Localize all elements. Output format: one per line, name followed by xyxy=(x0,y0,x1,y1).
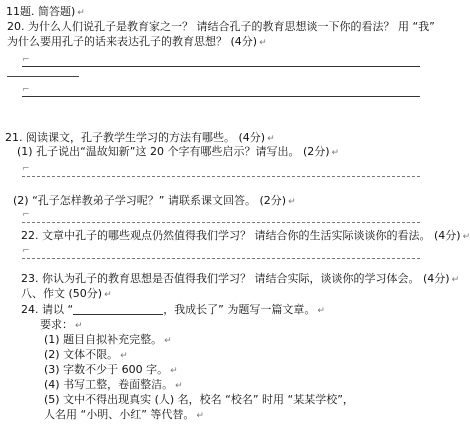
paragraph-mark-icon: ↵ xyxy=(331,148,340,158)
q22-line-1: 22. 文章中孔子的哪些观点仍然值得我们学习？ 请结合你的生活实际谈谈你的看法。 (4分) ↵ xyxy=(21,229,470,242)
requirement-item: (4) 书写工整，卷面整洁。 ↵ xyxy=(44,378,183,391)
q23-line-1: 23. 你认为孔子的教育思想是否值得我们学习？ 请结合实际，谈谈你的学习体会。 (4分) ↵ xyxy=(21,272,460,285)
q21-line-1: 21. 阅读课文，孔子教学生学习的方法有哪些。 (4分) ↵ xyxy=(5,131,275,144)
paragraph-mark-icon: ↵ xyxy=(104,290,112,300)
paragraph-mark-icon: ↵ xyxy=(164,336,172,346)
paragraph-mark-icon: ↵ xyxy=(451,275,460,285)
composition-heading: 八、作文 (50分) ↵ xyxy=(21,287,112,300)
requirement-item: (2) 文体不限。 ↵ xyxy=(44,348,128,361)
q20-line-2: 为什么要用孔子的话来表达孔子的教育思想？ (4分) ↵ xyxy=(7,35,267,48)
header-text: 11题. 简答题) xyxy=(6,5,76,18)
fill-blank xyxy=(73,304,163,315)
paragraph-mark-icon: ↵ xyxy=(196,411,204,421)
q20-line-1: 20. 为什么人们说孔子是教育家之一？ 请结合孔子的教育思想谈一下你的看法？ 用 “我” xyxy=(7,20,435,33)
answer-line xyxy=(22,176,420,177)
composition-prompt: 24. 请以 “ ，我成长了” 为题写一篇文章。 ↵ xyxy=(21,303,325,316)
requirement-item: (5) 文中不得出现真实 (人) 名，校名 “校名” 时用 “某某学校”， xyxy=(44,393,354,406)
paragraph-mark-icon: ↵ xyxy=(317,306,325,316)
paragraph-mark-icon: ↵ xyxy=(288,197,296,207)
answer-line xyxy=(22,258,420,259)
paragraph-mark-icon: ↵ xyxy=(462,232,470,242)
requirements-label: 要求： ↵ xyxy=(40,318,83,331)
paragraph-mark-icon: ↵ xyxy=(75,321,83,331)
requirement-item: 人名用 “小明、小红” 等代替。 ↵ xyxy=(44,408,204,421)
requirement-item: (3) 字数不少于 600 字。 ↵ xyxy=(44,363,178,376)
q21-sub-1: (1) 孔子说出“温故知新”这 20 个字有哪些启示？请写出。 (2分) ↵ xyxy=(17,145,340,158)
requirement-item: (1) 题目自拟补充完整。 ↵ xyxy=(44,333,172,346)
line-marker-icon: ⌐ xyxy=(22,55,30,65)
line-marker-icon: ⌐ xyxy=(22,246,30,256)
answer-line xyxy=(22,96,420,97)
paragraph-mark-icon: ↵ xyxy=(77,8,85,18)
line-marker-icon: ⌐ xyxy=(22,164,30,174)
paragraph-mark-icon: ↵ xyxy=(170,366,178,376)
paragraph-mark-icon: ↵ xyxy=(120,351,128,361)
answer-line xyxy=(22,66,420,67)
paragraph-mark-icon: ↵ xyxy=(259,38,267,48)
header-line xyxy=(6,5,85,20)
paragraph-mark-icon: ↵ xyxy=(175,381,183,391)
line-marker-icon: ⌐ xyxy=(22,85,30,95)
line-marker-icon: ⌐ xyxy=(22,210,30,220)
q21-sub-2: (2) “孔子怎样教弟子学习呢？” 请联系课文回答。 (2分) ↵ xyxy=(13,194,296,207)
short-rule xyxy=(7,76,79,77)
answer-line xyxy=(22,222,420,223)
paragraph-mark-icon: ↵ xyxy=(267,134,275,144)
